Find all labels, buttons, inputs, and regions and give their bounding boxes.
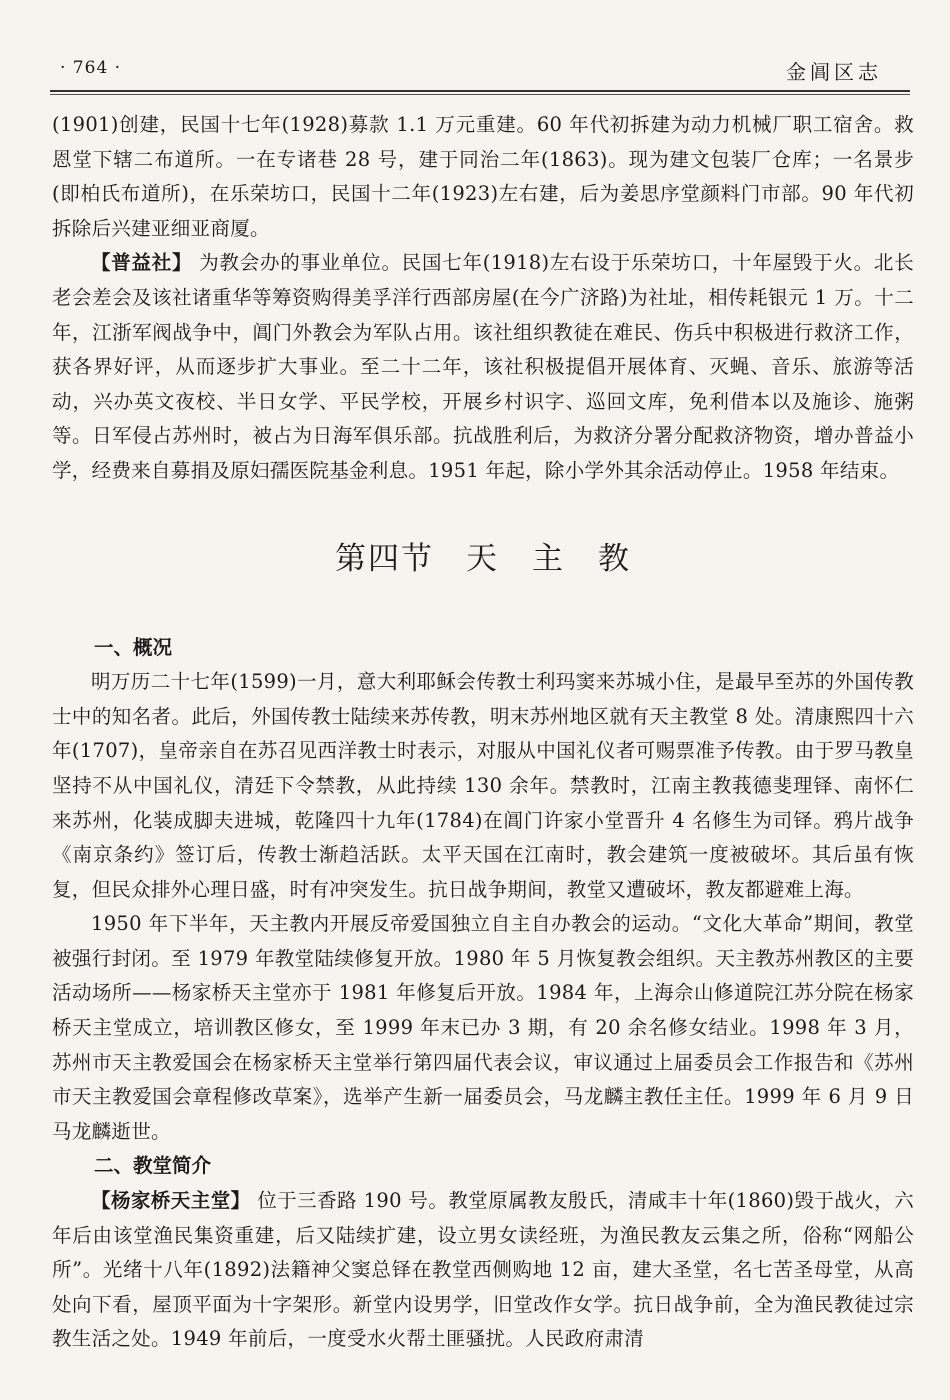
paragraph-continuation: (1901)创建，民国十七年(1928)募款 1.1 万元重建。60 年代初拆建为动力机械厂职工宿舍。救恩堂下辖二布道所。一在专诸巷 28 号，建于同治二年(1863)。现为建文包装厂仓库；一名景步(即柏氏布道所)，在乐荣坊口，民国十二年(1923)左右建，后为姜思序堂颜料门市部。90 年代初拆除后兴建亚细亚商厦。 [52, 113, 914, 240]
header-rule [50, 90, 910, 92]
paragraph-yangjiaqiao-church [52, 1184, 914, 1357]
entry-term: 【普益社】 [91, 251, 193, 275]
section-number: 第四节 [335, 540, 434, 577]
page-number: · 764 · [60, 58, 122, 78]
paragraph-puyi-society [52, 246, 914, 488]
paragraph-overview-2: 1950 年下半年，天主教内开展反帝爱国独立自主自办教会的运动。“文化大革命”期间，教堂被强行封闭。至 1979 年教堂陆续修复开放。1980 年 5 月恢复教会组织。天主教苏州教区的主要活动场所——杨家桥天主堂亦于 1981 年修复后开放。1984 年，上海佘山修道院江苏分院在杨家桥天主堂成立，培训教区修女，至 1999 年末已办 3 期，有 20 余名修女结业。1998 年 3 月，苏州市天主教爱国会在杨家桥天主堂举行第四届代表会议，审议通过上届委员会工作报告和《苏州市天主教爱国会章程修改草案》，选举产生新一届委员会，马龙麟主教任主任。1999 年 6 月 9 日马龙麟逝世。 [52, 912, 914, 1143]
running-title: 金阊区志 [786, 60, 882, 84]
subsection-heading-overview: 一、概况 [94, 635, 173, 659]
page-header [50, 56, 910, 96]
paragraph-overview-1: 明万历二十七年(1599)一月，意大利耶稣会传教士利玛窦来苏城小住，是最早至苏的外国传教士中的知名者。此后，外国传教士陆续来苏传教，明末苏州地区就有天主教堂 8 处。清康熙四十六年(1707)，皇帝亲自在苏召见西洋教士时表示，对服从中国礼仪者可赐票准予传教。由于罗马教皇坚持不从中国礼仪，清廷下令禁教，从此持续 130 余年。禁教时，江南主教莪德斐理铎、南怀仁来苏州，化装成脚夫进城，乾隆四十九年(1784)在阊门许家小堂晋升 4 名修生为司铎。鸦片战争《南京条约》签订后，传教士渐趋活跃。太平天国在江南时，教会建筑一度被破坏。其后虽有恢复，但民众排外心理日盛，时有冲突发生。抗日战争期间，教堂又遭破坏，教友都避难上海。 [52, 670, 914, 901]
section-title [52, 539, 914, 579]
subsection-heading-churches: 二、教堂简介 [94, 1154, 212, 1178]
section-name: 天 主 教 [466, 540, 631, 577]
page-body [52, 108, 914, 1357]
entry-text: 为教会办的事业单位。民国七年(1918)左右设于乐荣坊口，十年屋毁于火。北长老会差会及该社诸重华等筹资购得美孚洋行西部房屋(在今广济路)为社址，相传耗银元 1 万。十二年，江浙军阀战争中，阊门外教会为军队占用。该社组织教徒在难民、伤兵中积极进行救济工作，获各界好评，从而逐步扩大事业。至二十二年，该社积极提倡开展体育、灭蝇、音乐、旅游等活动，兴办英文夜校、半日女学、平民学校，开展乡村识字、巡回文库，免利借本以及施诊、施粥等。日军侵占苏州时，被占为日海军俱乐部。抗战胜利后，为救济分署分配救济物资，增办普益小学，经费来自募捐及原妇孺医院基金利息。1951 年起，除小学外其余活动停止。1958 年结束。 [52, 251, 914, 482]
header-rule-thin [50, 94, 910, 95]
entry-term: 【杨家桥天主堂】 [91, 1189, 251, 1213]
entry-text: 位于三香路 190 号。教堂原属教友殷氏，清咸丰十年(1860)毁于战火，六年后由该堂渔民集资重建，后又陆续扩建，设立男女读经班，为渔民教友云集之所，俗称“网船公所”。光绪十八年(1892)法籍神父窦总铎在教堂西侧购地 12 亩，建大圣堂，名七苦圣母堂，从高处向下看，屋顶平面为十字架形。新堂内设男学，旧堂改作女学。抗日战争前，全为渔民教徒过宗教生活之处。1949 年前后，一度受水火帮土匪骚扰。人民政府肃清 [52, 1189, 914, 1351]
